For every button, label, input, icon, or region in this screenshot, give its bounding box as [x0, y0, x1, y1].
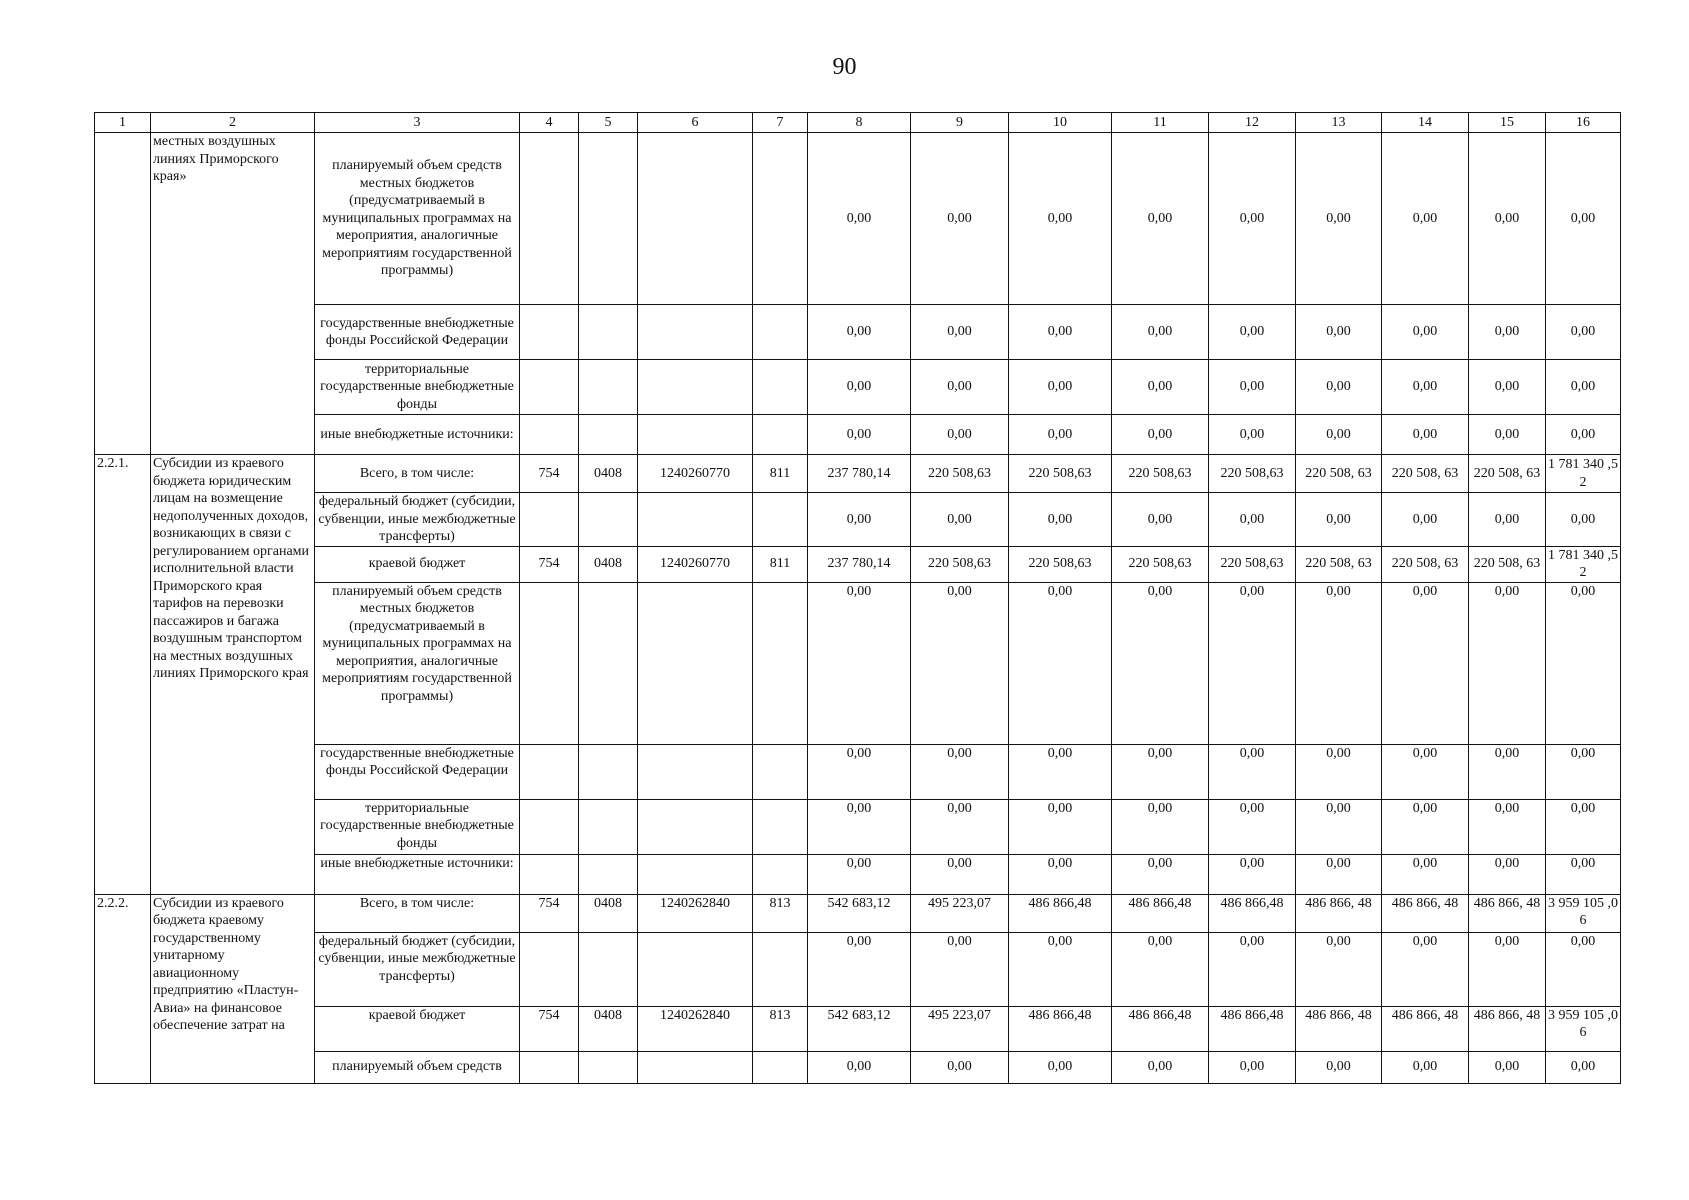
- amount-cell: 0,00: [1296, 854, 1382, 894]
- table-row: [95, 744, 1621, 799]
- target-article-code: [638, 305, 753, 360]
- amount-cell: 220 508,63: [1112, 455, 1209, 493]
- amount-cell: 0,00: [1382, 744, 1469, 799]
- expense-type-code: 813: [753, 1006, 808, 1051]
- table-row: [95, 582, 1621, 744]
- table-row: [95, 493, 1621, 547]
- amount-cell: 0,00: [911, 799, 1009, 854]
- amount-cell: 0,00: [1009, 360, 1112, 415]
- table-row: [95, 133, 1621, 305]
- table-row: [95, 455, 1621, 493]
- amount-cell: 495 223,07: [911, 1006, 1009, 1051]
- amount-cell: 0,00: [1209, 305, 1296, 360]
- amount-cell: 0,00: [808, 305, 911, 360]
- amount-cell: 220 508,63: [911, 455, 1009, 493]
- amount-cell: 0,00: [1546, 932, 1621, 1006]
- column-number: 8: [808, 113, 911, 133]
- amount-cell: 0,00: [1469, 799, 1546, 854]
- column-number-row: [95, 113, 1621, 133]
- amount-cell: 220 508,63: [1009, 546, 1112, 582]
- amount-cell: 237 780,14: [808, 455, 911, 493]
- amount-cell: 495 223,07: [911, 894, 1009, 932]
- amount-cell: 220 508,63: [1209, 455, 1296, 493]
- amount-cell: 486 866,48: [1009, 1006, 1112, 1051]
- section-code: [579, 744, 638, 799]
- item-name: Субсидии из краевого бюджета краевому государственному унитарному авиационному предприятию «Пластун-Авиа» на финансовое обеспечение затрат на: [151, 894, 315, 1083]
- amount-cell: 0,00: [1382, 133, 1469, 305]
- amount-cell: 0,00: [808, 493, 911, 547]
- amount-cell: 486 866,48: [1209, 894, 1296, 932]
- table-row: [95, 894, 1621, 932]
- amount-cell: 0,00: [911, 1051, 1009, 1083]
- expense-type-code: [753, 799, 808, 854]
- amount-cell: 0,00: [808, 582, 911, 744]
- table-row: [95, 360, 1621, 415]
- column-number: 15: [1469, 113, 1546, 133]
- amount-cell: 0,00: [1209, 415, 1296, 455]
- amount-cell: 0,00: [1296, 799, 1382, 854]
- ministry-code: [520, 582, 579, 744]
- funding-source: территориальные государственные внебюджетные фонды: [315, 799, 520, 854]
- target-article-code: [638, 1051, 753, 1083]
- amount-cell: 0,00: [1112, 493, 1209, 547]
- amount-cell: 220 508,63: [1112, 546, 1209, 582]
- amount-cell: 0,00: [1009, 133, 1112, 305]
- amount-cell: 0,00: [1112, 582, 1209, 744]
- amount-cell: 220 508,63: [1209, 546, 1296, 582]
- amount-cell: 0,00: [1469, 360, 1546, 415]
- amount-cell: 0,00: [1112, 799, 1209, 854]
- amount-cell: 0,00: [1296, 305, 1382, 360]
- amount-cell: 0,00: [1296, 493, 1382, 547]
- section-code: [579, 305, 638, 360]
- amount-cell: 0,00: [808, 133, 911, 305]
- amount-cell: 0,00: [1382, 415, 1469, 455]
- amount-cell: 0,00: [1382, 932, 1469, 1006]
- funding-source: краевой бюджет: [315, 546, 520, 582]
- amount-cell: 0,00: [1209, 133, 1296, 305]
- amount-cell: 0,00: [1009, 415, 1112, 455]
- ministry-code: [520, 799, 579, 854]
- ministry-code: [520, 415, 579, 455]
- amount-cell: 0,00: [1112, 932, 1209, 1006]
- amount-cell: 0,00: [1112, 1051, 1209, 1083]
- amount-cell: 486 866, 48: [1382, 1006, 1469, 1051]
- section-code: [579, 932, 638, 1006]
- target-article-code: [638, 854, 753, 894]
- amount-cell: 542 683,12: [808, 1006, 911, 1051]
- column-number: 1: [95, 113, 151, 133]
- column-number: 4: [520, 113, 579, 133]
- amount-cell: 3 959 105 ,06: [1546, 894, 1621, 932]
- section-code: [579, 854, 638, 894]
- column-number: 16: [1546, 113, 1621, 133]
- table-row: [95, 546, 1621, 582]
- ministry-code: 754: [520, 1006, 579, 1051]
- amount-cell: 0,00: [1546, 305, 1621, 360]
- expense-type-code: [753, 582, 808, 744]
- target-article-code: [638, 493, 753, 547]
- amount-cell: 0,00: [1546, 582, 1621, 744]
- amount-cell: 0,00: [1296, 582, 1382, 744]
- amount-cell: 542 683,12: [808, 894, 911, 932]
- expense-type-code: 811: [753, 455, 808, 493]
- amount-cell: 0,00: [1382, 305, 1469, 360]
- target-article-code: [638, 360, 753, 415]
- funding-source: планируемый объем средств местных бюджетов (предусматриваемый в муниципальных программах на мероприятия, аналогичные мероприятиям государственной программы): [315, 582, 520, 744]
- amount-cell: 0,00: [1209, 360, 1296, 415]
- amount-cell: 0,00: [1112, 360, 1209, 415]
- amount-cell: 220 508, 63: [1469, 455, 1546, 493]
- ministry-code: [520, 1051, 579, 1083]
- amount-cell: 0,00: [1469, 305, 1546, 360]
- amount-cell: 0,00: [808, 1051, 911, 1083]
- item-number: [95, 133, 151, 455]
- amount-cell: 0,00: [1469, 1051, 1546, 1083]
- amount-cell: 0,00: [808, 799, 911, 854]
- amount-cell: 0,00: [1382, 799, 1469, 854]
- expense-type-code: 811: [753, 546, 808, 582]
- amount-cell: 0,00: [911, 415, 1009, 455]
- ministry-code: [520, 744, 579, 799]
- amount-cell: 0,00: [808, 744, 911, 799]
- amount-cell: 0,00: [1546, 133, 1621, 305]
- section-code: [579, 799, 638, 854]
- amount-cell: 0,00: [1469, 744, 1546, 799]
- column-number: 10: [1009, 113, 1112, 133]
- amount-cell: 486 866, 48: [1382, 894, 1469, 932]
- section-code: [579, 1051, 638, 1083]
- amount-cell: 486 866, 48: [1469, 1006, 1546, 1051]
- expense-type-code: [753, 415, 808, 455]
- amount-cell: 0,00: [1382, 854, 1469, 894]
- target-article-code: 1240262840: [638, 894, 753, 932]
- section-code: 0408: [579, 894, 638, 932]
- ministry-code: [520, 133, 579, 305]
- column-number: 7: [753, 113, 808, 133]
- amount-cell: 0,00: [1546, 1051, 1621, 1083]
- table-row: [95, 799, 1621, 854]
- amount-cell: 0,00: [911, 932, 1009, 1006]
- amount-cell: 0,00: [1382, 493, 1469, 547]
- amount-cell: 0,00: [1296, 133, 1382, 305]
- amount-cell: 0,00: [1546, 799, 1621, 854]
- table-row: [95, 932, 1621, 1006]
- amount-cell: 0,00: [1546, 360, 1621, 415]
- table-row: [95, 415, 1621, 455]
- amount-cell: 0,00: [1209, 932, 1296, 1006]
- amount-cell: 0,00: [911, 360, 1009, 415]
- amount-cell: 0,00: [1112, 744, 1209, 799]
- section-code: 0408: [579, 1006, 638, 1051]
- amount-cell: 0,00: [1469, 582, 1546, 744]
- amount-cell: 1 781 340 ,52: [1546, 455, 1621, 493]
- amount-cell: 0,00: [1209, 582, 1296, 744]
- amount-cell: 0,00: [1382, 582, 1469, 744]
- amount-cell: 0,00: [1112, 133, 1209, 305]
- ministry-code: 754: [520, 546, 579, 582]
- amount-cell: 0,00: [1009, 799, 1112, 854]
- funding-source: планируемый объем средств: [315, 1051, 520, 1083]
- amount-cell: 0,00: [1296, 415, 1382, 455]
- amount-cell: 0,00: [911, 133, 1009, 305]
- column-number: 12: [1209, 113, 1296, 133]
- amount-cell: 0,00: [1382, 360, 1469, 415]
- amount-cell: 0,00: [1009, 582, 1112, 744]
- section-code: [579, 582, 638, 744]
- column-number: 13: [1296, 113, 1382, 133]
- target-article-code: [638, 932, 753, 1006]
- amount-cell: 0,00: [911, 493, 1009, 547]
- amount-cell: 0,00: [1209, 799, 1296, 854]
- amount-cell: 220 508, 63: [1382, 455, 1469, 493]
- item-number: 2.2.1.: [95, 455, 151, 895]
- amount-cell: 486 866,48: [1009, 894, 1112, 932]
- amount-cell: 220 508, 63: [1382, 546, 1469, 582]
- amount-cell: 0,00: [808, 360, 911, 415]
- amount-cell: 237 780,14: [808, 546, 911, 582]
- amount-cell: 0,00: [1009, 932, 1112, 1006]
- amount-cell: 486 866, 48: [1296, 1006, 1382, 1051]
- section-code: 0408: [579, 455, 638, 493]
- funding-source: планируемый объем средств местных бюджетов (предусматриваемый в муниципальных программах на мероприятия, аналогичные мероприятиям государственной программы): [315, 133, 520, 305]
- expense-type-code: [753, 1051, 808, 1083]
- target-article-code: [638, 744, 753, 799]
- amount-cell: 0,00: [1469, 932, 1546, 1006]
- amount-cell: 0,00: [1469, 133, 1546, 305]
- amount-cell: 0,00: [1469, 415, 1546, 455]
- funding-source: федеральный бюджет (субсидии, субвенции, иные межбюджетные трансферты): [315, 932, 520, 1006]
- funding-source: иные внебюджетные источники:: [315, 415, 520, 455]
- expense-type-code: 813: [753, 894, 808, 932]
- amount-cell: 0,00: [1209, 1051, 1296, 1083]
- amount-cell: 0,00: [1209, 854, 1296, 894]
- amount-cell: 0,00: [1296, 360, 1382, 415]
- column-number: 9: [911, 113, 1009, 133]
- amount-cell: 0,00: [1546, 415, 1621, 455]
- amount-cell: 486 866,48: [1112, 1006, 1209, 1051]
- amount-cell: 0,00: [1296, 932, 1382, 1006]
- column-number: 11: [1112, 113, 1209, 133]
- target-article-code: [638, 582, 753, 744]
- amount-cell: 0,00: [1112, 854, 1209, 894]
- amount-cell: 220 508,63: [1009, 455, 1112, 493]
- amount-cell: 3 959 105 ,06: [1546, 1006, 1621, 1051]
- target-article-code: [638, 799, 753, 854]
- amount-cell: 0,00: [1296, 1051, 1382, 1083]
- amount-cell: 1 781 340 ,52: [1546, 546, 1621, 582]
- amount-cell: 0,00: [1296, 744, 1382, 799]
- amount-cell: 0,00: [1009, 493, 1112, 547]
- table-row: [95, 305, 1621, 360]
- amount-cell: 0,00: [1009, 854, 1112, 894]
- section-code: [579, 415, 638, 455]
- item-name: местных воздушных линиях Приморского края»: [151, 133, 315, 455]
- item-name: Субсидии из краевого бюджета юридическим лицам на возмещение недополученных доходов, возникающих в связи с регулированием органами исполнительной власти Приморского края тарифов на перевозки пассажиров и багажа воздушным транспортом на местных воздушных линиях Приморского края: [151, 455, 315, 895]
- amount-cell: 0,00: [911, 744, 1009, 799]
- section-code: [579, 360, 638, 415]
- expense-type-code: [753, 305, 808, 360]
- funding-source: государственные внебюджетные фонды Российской Федерации: [315, 744, 520, 799]
- column-number: 14: [1382, 113, 1469, 133]
- amount-cell: 0,00: [1112, 305, 1209, 360]
- item-number: 2.2.2.: [95, 894, 151, 1083]
- section-code: [579, 493, 638, 547]
- amount-cell: 486 866,48: [1112, 894, 1209, 932]
- funding-source: государственные внебюджетные фонды Российской Федерации: [315, 305, 520, 360]
- ministry-code: [520, 932, 579, 1006]
- target-article-code: [638, 133, 753, 305]
- expense-type-code: [753, 744, 808, 799]
- ministry-code: 754: [520, 455, 579, 493]
- amount-cell: 0,00: [1209, 744, 1296, 799]
- amount-cell: 220 508, 63: [1296, 455, 1382, 493]
- amount-cell: 0,00: [1112, 415, 1209, 455]
- amount-cell: 486 866, 48: [1469, 894, 1546, 932]
- funding-source: Всего, в том числе:: [315, 455, 520, 493]
- amount-cell: 0,00: [911, 582, 1009, 744]
- budget-table: [94, 112, 1621, 1084]
- amount-cell: 0,00: [808, 415, 911, 455]
- target-article-code: 1240262840: [638, 1006, 753, 1051]
- section-code: 0408: [579, 546, 638, 582]
- amount-cell: 486 866,48: [1209, 1006, 1296, 1051]
- amount-cell: 220 508, 63: [1469, 546, 1546, 582]
- table-row: [95, 1051, 1621, 1083]
- column-number: 6: [638, 113, 753, 133]
- target-article-code: 1240260770: [638, 455, 753, 493]
- ministry-code: [520, 854, 579, 894]
- funding-source: территориальные государственные внебюджетные фонды: [315, 360, 520, 415]
- ministry-code: [520, 305, 579, 360]
- page-number: 90: [832, 54, 857, 80]
- target-article-code: [638, 415, 753, 455]
- amount-cell: 0,00: [1009, 305, 1112, 360]
- expense-type-code: [753, 854, 808, 894]
- amount-cell: 486 866, 48: [1296, 894, 1382, 932]
- funding-source: иные внебюджетные источники:: [315, 854, 520, 894]
- amount-cell: 0,00: [1469, 854, 1546, 894]
- funding-source: краевой бюджет: [315, 1006, 520, 1051]
- ministry-code: [520, 360, 579, 415]
- column-number: 2: [151, 113, 315, 133]
- ministry-code: 754: [520, 894, 579, 932]
- amount-cell: 0,00: [911, 854, 1009, 894]
- amount-cell: 0,00: [1382, 1051, 1469, 1083]
- amount-cell: 0,00: [808, 854, 911, 894]
- amount-cell: 0,00: [1469, 493, 1546, 547]
- funding-source: Всего, в том числе:: [315, 894, 520, 932]
- amount-cell: 220 508, 63: [1296, 546, 1382, 582]
- expense-type-code: [753, 493, 808, 547]
- expense-type-code: [753, 932, 808, 1006]
- column-number: 3: [315, 113, 520, 133]
- amount-cell: 0,00: [1009, 744, 1112, 799]
- amount-cell: 0,00: [1546, 493, 1621, 547]
- section-code: [579, 133, 638, 305]
- target-article-code: 1240260770: [638, 546, 753, 582]
- amount-cell: 0,00: [1546, 854, 1621, 894]
- ministry-code: [520, 493, 579, 547]
- amount-cell: 0,00: [1009, 1051, 1112, 1083]
- amount-cell: 0,00: [1209, 493, 1296, 547]
- amount-cell: 0,00: [1546, 744, 1621, 799]
- amount-cell: 220 508,63: [911, 546, 1009, 582]
- expense-type-code: [753, 360, 808, 415]
- table-row: [95, 854, 1621, 894]
- table-row: [95, 1006, 1621, 1051]
- funding-source: федеральный бюджет (субсидии, субвенции, иные межбюджетные трансферты): [315, 493, 520, 547]
- expense-type-code: [753, 133, 808, 305]
- amount-cell: 0,00: [911, 305, 1009, 360]
- column-number: 5: [579, 113, 638, 133]
- amount-cell: 0,00: [808, 932, 911, 1006]
